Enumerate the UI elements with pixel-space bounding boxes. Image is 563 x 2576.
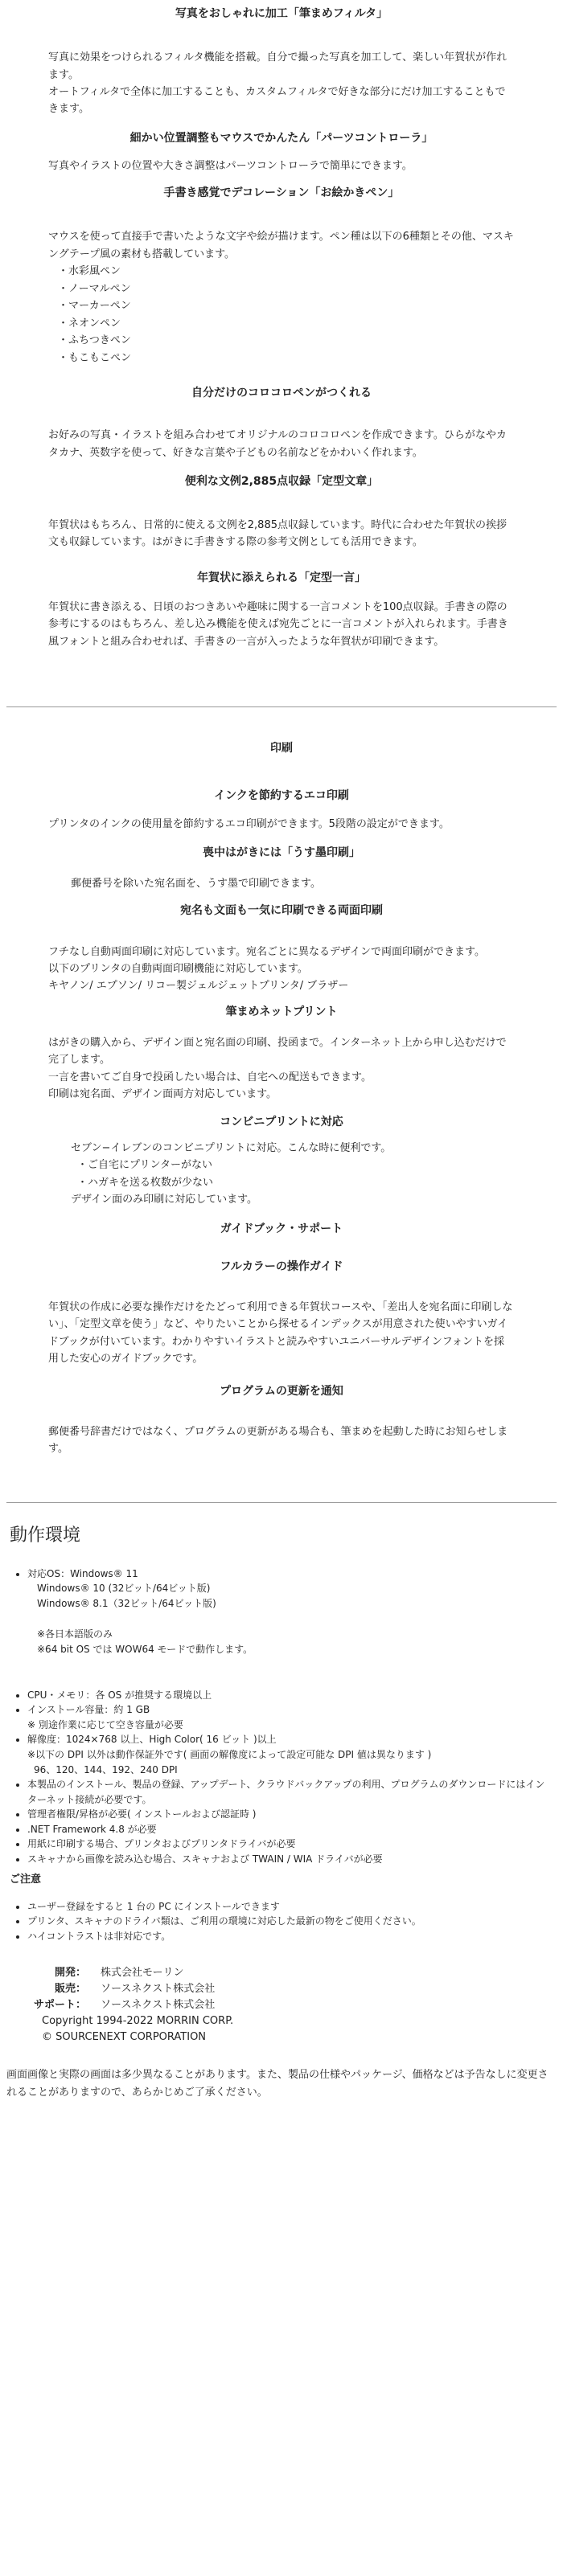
section-title: フルカラーの操作ガイド: [220, 1259, 343, 1273]
section-title: 年賀状に添えられる「定型一言」: [197, 571, 366, 584]
section-text: 一言を書いてご自身で投函したい場合は、自宅への配送もできます。: [48, 1071, 372, 1083]
os-note: ※64 bit OS では WOW64 モードで動作します。: [37, 1643, 253, 1655]
section-title: 便利な文例2,885点収録「定型文章」: [184, 474, 379, 488]
section-text: キヤノン/ エプソン/ リコー製ジェルジェットプリンタ/ ブラザー: [48, 980, 349, 993]
section-text: セブン−イレブンのコンビニプリントに対応。こんな時に便利です。: [71, 1141, 392, 1154]
section-text: 郵便番号を除いた宛名面を、うす墨で印刷できます。: [71, 878, 321, 891]
section-text: 印刷は宛名面、デザイン面両方対応しています。: [48, 1088, 277, 1101]
credits: [26, 1965, 553, 2013]
credit-value: ソースネクスト株式会社: [101, 1982, 216, 1995]
system-requirements: [0, 1522, 563, 2046]
list-item: ・ネオンペン: [58, 317, 121, 330]
section-title: 手書き感覚でデコレーション「お絵かきペン」: [163, 186, 400, 200]
section-title: プログラムの更新を通知: [220, 1384, 343, 1398]
section-title: 喪中はがきには「うす墨印刷」: [203, 846, 360, 859]
copyright: Copyright 1994-2022 MORRIN CORP.: [42, 2015, 234, 2027]
list-item: ※ 別途作業に応じて空き容量が必要: [27, 1718, 183, 1730]
list-item: • CPU・メモリ：各 OS が推奨する環境以上: [27, 1688, 553, 1703]
spec-list: [10, 1688, 553, 1867]
notice-list: [10, 1899, 553, 1944]
section-text: 写真やイラストの位置や大きさ調整はパーツコントローラで簡単にできます。: [48, 159, 413, 172]
list-item: 96、120、144、192、240 DPI: [34, 1763, 178, 1775]
list-item: ・マーカーペン: [58, 300, 131, 313]
section-filter: [0, 0, 563, 118]
section-text: フチなし自動両面印刷に対応しています。宛名ごとに異なるデザインで両面印刷ができます。: [48, 945, 486, 958]
footer-note: [0, 2066, 563, 2101]
disclaimer: 画面画像と実際の画面は多少異なることがあります。また、製品の仕様やパッケージ、価格などは予告なしに変更されることがありますので、あらかじめご了承ください。: [6, 2069, 549, 2099]
section-title: 宛名も文面も一気に印刷できる両面印刷: [180, 904, 383, 918]
section-text: オートフィルタで全体に加工することも、カスタムフィルタで好きな部分にだけ加工することもできます。: [48, 85, 506, 116]
list-item: • 用紙に印刷する場合、プリンタおよびプリンタドライバが必要: [27, 1837, 553, 1852]
list-item: • 解像度：1024×768 以上、High Color( 16 ビット )以上: [27, 1732, 553, 1747]
credit-label: サポート：: [33, 1998, 86, 2011]
section-text: 以下のプリンタの自動両面印刷機能に対応しています。: [48, 963, 308, 975]
section-title: 写真をおしゃれに加工「筆まめフィルタ」: [175, 7, 388, 20]
section-bunrei: [0, 461, 563, 551]
credit-label: 販売：: [54, 1982, 86, 1995]
section-text: マウスを使って直接手で書いたような文字や絵が描けます。ペン種は以下の6種類とその他、マスキングテープ風の素材も搭載しています。: [48, 231, 514, 260]
credit-value: 株式会社モーリン: [101, 1966, 184, 1979]
section-text: 年賀状に書き添える、日頃のおつきあいや趣味に関する一言コメントを100点収録。手書きの際の参考にするのはもちろん、差し込み機能を使えば宛先ごとに一言コメントが入れられます。手書き風フォントと組み合わせれば、手書きの一言が入ったような年賀状が印刷できます。: [48, 601, 508, 648]
list-item: • .NET Framework 4.8 が必要: [27, 1822, 553, 1837]
notice-heading: ご注意: [10, 1873, 42, 1886]
list-item: • プリンタ、スキャナのドライバ類は、ご利用の環境に対応した最新の物をご使用ください。: [27, 1914, 553, 1929]
list-item: • インストール容量：約 1 GB: [27, 1702, 553, 1718]
list-item: ・水彩風ペン: [58, 265, 121, 278]
section-title: 筆まめネットプリント: [225, 1005, 338, 1018]
env-heading: 動作環境: [10, 1526, 81, 1546]
section-title: 細かい位置調整もマウスでかんたん「パーツコントローラ」: [129, 131, 434, 145]
section-title: コンビニプリントに対応: [220, 1115, 343, 1128]
credit-label: 開発：: [54, 1966, 86, 1979]
pen-type-list: [48, 263, 515, 367]
guide-heading: ガイドブック・サポート: [220, 1222, 343, 1235]
list-item: • ユーザー登録をすると 1 台の PC にインストールできます: [27, 1899, 553, 1915]
os-list: [10, 1566, 553, 1582]
list-item: ・もこもこペン: [58, 351, 132, 364]
list-item: • 対応OS：Windows® 11: [27, 1566, 553, 1582]
copyright: © SOURCENEXT CORPORATION: [42, 2031, 207, 2044]
section-text: 年賀状の作成に必要な操作だけをたどって利用できる年賀状コースや、「差出人を宛名面に印刷しない」、「定型文章を使う」など、やりたいことから探せるインデックスが用意された使いやすいガイドブックが付いています。わかりやすいイラストと読みやすいユニバーサルデザインフォントを採用した安心のガイドブックです。: [48, 1300, 513, 1366]
os-note: ※各日本語版のみ: [37, 1628, 113, 1640]
section-title: インクを節約するエコ印刷: [214, 789, 349, 803]
list-item: ・ふちつきペン: [58, 334, 131, 347]
section-pen: [0, 174, 563, 367]
print-heading: 印刷: [270, 742, 293, 756]
section-text: プリンタのインクの使用量を節約するエコ印刷ができます。5段階の設定ができます。: [48, 817, 450, 830]
list-item: • 管理者権限/昇格が必要( インストールおよび認証時 ): [27, 1807, 553, 1822]
list-item: • ハイコントラストは非対応です。: [27, 1929, 553, 1944]
list-item: ・ハガキを送る枚数が少ない: [77, 1176, 214, 1189]
section-print: [0, 739, 563, 1457]
section-text: お好みの写真・イラストを組み合わせてオリジナルのコロコロペンを作成できます。ひらがなやカタカナ、英数字を使って、好きな言葉や子どもの名前などをかわいく作れます。: [48, 429, 507, 459]
section-text: 年賀状はもちろん、日常的に使える文例を2,885点収録しています。時代に合わせた年賀状の挨拶文も収録しています。はがきに手書きする際の参考文例としても活用できます。: [48, 519, 507, 549]
list-item: ・ご自宅にプリンターがない: [77, 1159, 212, 1172]
section-title: 自分だけのコロコロペンがつくれる: [191, 386, 372, 399]
list-item: • 本製品のインストール、製品の登録、アップデート、クラウドバックアップの利用、プログラムのダウンロードにはインターネット接続が必要です。: [27, 1777, 553, 1807]
section-text: 写真に効果をつけられるフィルタ機能を搭載。自分で撮った写真を加工して、楽しい年賀状が作れます。: [48, 51, 508, 81]
section-hitokoto: [0, 551, 563, 650]
section-text: はがきの購入から、デザイン面と宛名面の印刷、投函まで。インターネット上から申し込むだけで完了します。: [48, 1036, 507, 1067]
os-line: Windows® 10 (32ビット/64ビット版): [37, 1583, 211, 1595]
section-korokoro: [0, 367, 563, 461]
os-line: Windows® 8.1（32ビット/64ビット版): [37, 1597, 216, 1609]
list-item: • スキャナから画像を読み込む場合、スキャナおよび TWAIN / WIA ドライバが必要: [27, 1852, 553, 1867]
list-item: ※以下の DPI 以外は動作保証外です( 画面の解像度によって設定可能な DPI 値は異なります ): [27, 1748, 432, 1760]
section-text: デザイン面のみ印刷に対応しています。: [71, 1194, 258, 1206]
credit-value: ソースネクスト株式会社: [101, 1998, 216, 2011]
section-parts: [0, 118, 563, 175]
list-item: ・ノーマルペン: [58, 282, 131, 295]
section-text: 郵便番号辞書だけではなく、プログラムの更新がある場合も、筆まめを起動した時にお知らせします。: [48, 1425, 508, 1456]
